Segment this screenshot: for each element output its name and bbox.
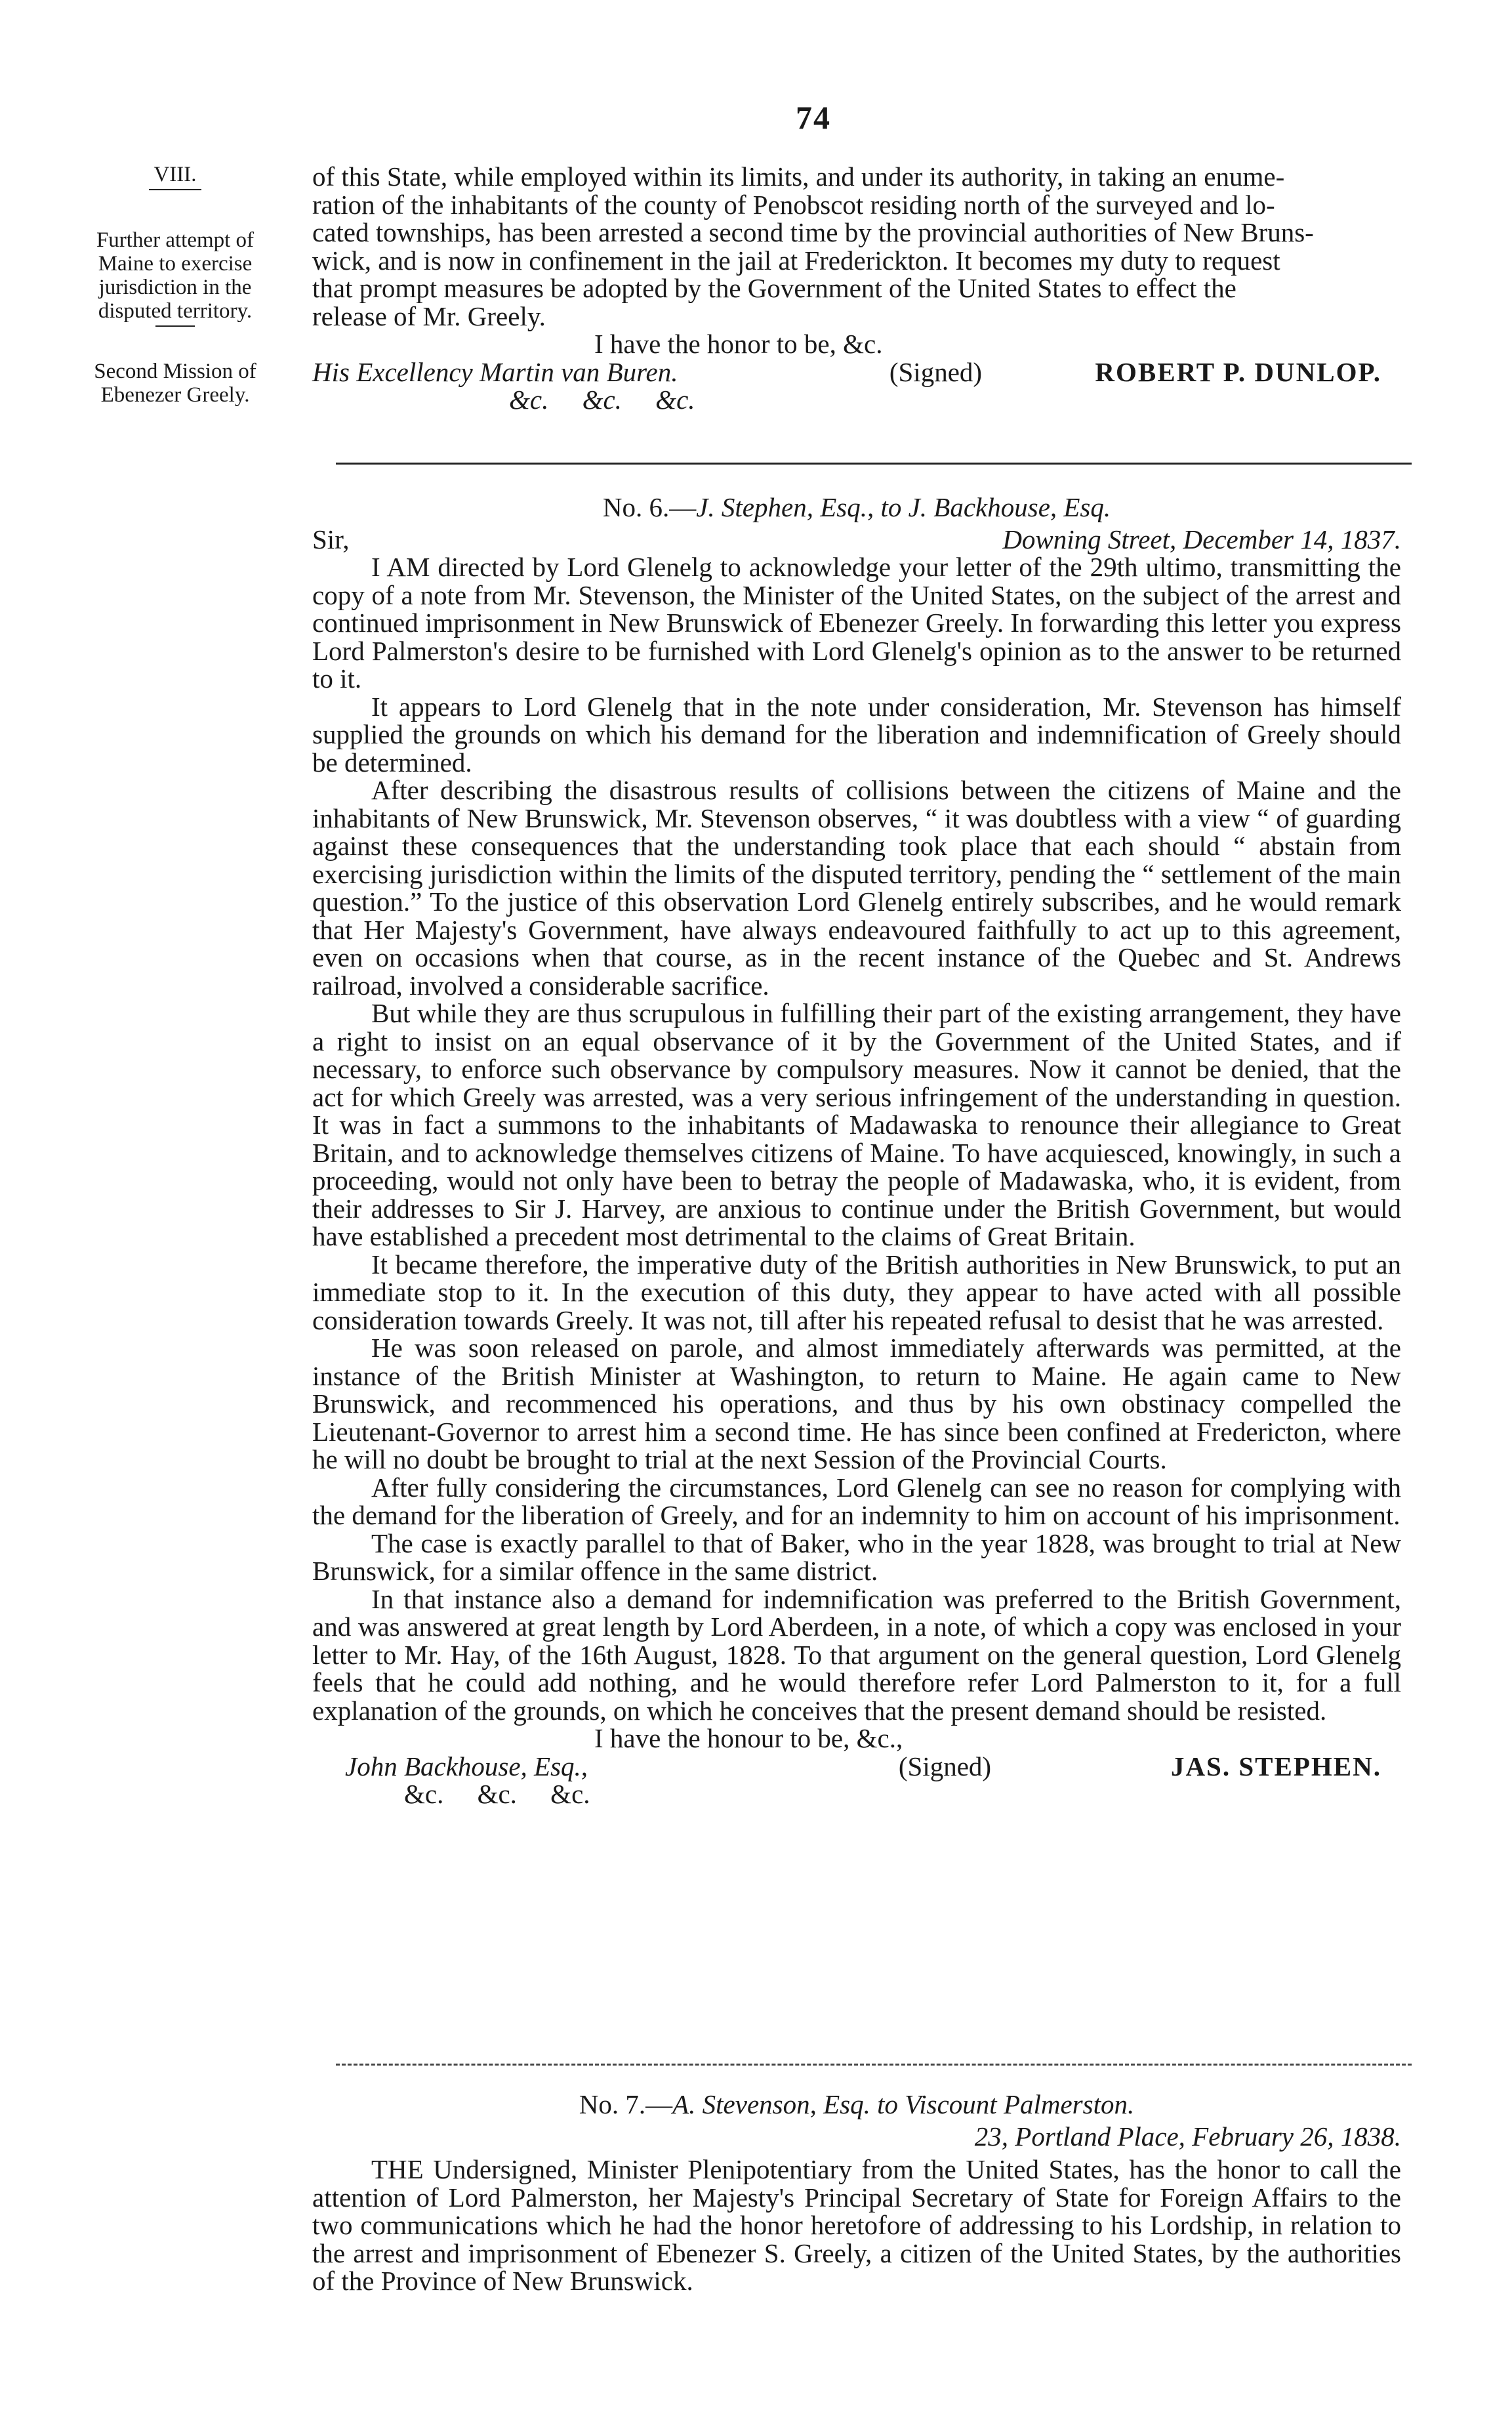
paragraph: He was soon released on parole, and almost immediately afterwards was permitted, at the instance of the British Minister at Washington, to return to Maine. He again came to New Brunswick, and recommenced his operations, and thus by his own obstinacy compelled the Lieutenant-Governor to arrest him a second time. He has since been confined at Fredericton, where he will no doubt be brought to trial at the next Session of the Provincial Courts. [312, 1333, 1401, 1474]
margin-note-line: Further attempt of [96, 228, 255, 252]
signature-row [312, 358, 1401, 386]
section-divider [149, 189, 201, 190]
signatory: JAS. STEPHEN. [1170, 1751, 1381, 1781]
margin-divider [155, 325, 195, 327]
paragraph: The case is exactly parallel to that of Baker, who in the year 1828, was brought to trial at New Brunswick, for a similar offence in the same district. [312, 1528, 1401, 1586]
letter-dunlop [312, 163, 1401, 414]
letter-number: No. 6.— [602, 492, 697, 522]
text-line: release of Mr. Greely. [312, 301, 546, 331]
section-rule [336, 463, 1412, 465]
salutation-row [312, 526, 1401, 554]
letter-heading [312, 493, 1401, 522]
signed-label: (Signed) [898, 1751, 992, 1781]
paragraph: But while they are thus scrupulous in fulfilling their part of the existing arrangement, they have a right to insist on an equal observance of it by the Government of the United States, and if necessary, to enforce such observance by compulsory measures. Now it cannot be denied, that the act for which Greely was arrested, was a very serious infringement of the understanding in question. It was in fact a summons to the inhabitants of Madawaska to renounce their allegiance to Great Britain, and to acknowledge themselves citizens of Maine. To have acquiesced, knowingly, in such a proceeding, would not only have been to betray the people of Madawaska, who, it is evident, from their addresses to Sir J. Harvey, are anxious to continue under the British Government, but would have established a precedent most detrimental to the claims of Great Britain. [312, 998, 1401, 1251]
paragraph: It became therefore, the imperative duty of the British authorities in New Brunswick, to put an immediate stop to it. In the execution of this duty, they appear to have acted with all possible consideration towards Greely. It was not, till after his repeated refusal to desist that he was arrested. [312, 1249, 1401, 1335]
signature-row [312, 1753, 1401, 1781]
paragraph: THE Undersigned, Minister Plenipotentiary from the United States, has the honor to call the attention of Lord Palmerston, her Majesty's Principal Secretary of State for Foreign Affairs to the two communications which he had the honor heretofore of addressing to his Lordship, in relation to the arrest and imprisonment of Ebenezer S. Greely, a citizen of the United States, by the authorities of the Province of New Brunswick. [312, 2154, 1401, 2296]
closing: I have the honor to be, &c. [594, 329, 883, 359]
text-line: that prompt measures be adopted by the Government of the United States to effect the [312, 273, 1236, 303]
text-line: wick, and is now in confinement in the jail at Frederickton. It becomes my duty to request [312, 245, 1280, 276]
letter-title: A. Stevenson, Esq. to Viscount Palmerston. [672, 2089, 1135, 2119]
letter-stevenson [312, 2090, 1401, 2295]
section-number: VIII. [153, 163, 197, 186]
place-date: 23, Portland Place, February 26, 1838. [974, 2121, 1401, 2152]
etc-line: &c. &c. &c. [509, 385, 695, 415]
section-rule-dashed [336, 2064, 1412, 2066]
salutation: Sir, [312, 524, 350, 554]
paragraph: After describing the disastrous results of collisions between the citizens of Maine and the inhabitants of New Brunswick, Mr. Stevenson observes, “ it was doubtless with a view “ of guarding against these consequences that the understanding took place that each should “ abstain from exercising jurisdiction within the limits of the disputed territory, pending the “ settlement of the main question.” To the justice of this observation Lord Glenelg entirely subscribes, and he would remark that Her Majesty's Government, have always endeavoured faithfully to act up to this agreement, even on occasions when that course, as in the recent instance of the Quebec and St. Andrews railroad, involved a considerable sacrifice. [312, 775, 1401, 1001]
signed-label: (Signed) [889, 356, 983, 387]
margin-note-line: disputed territory. [98, 299, 253, 323]
closing: I have the honour to be, &c., [594, 1723, 903, 1753]
margin-note-line: Maine to exercise [98, 252, 253, 276]
addressee: John Backhouse, Esq., [345, 1751, 588, 1781]
paragraph: In that instance also a demand for indemnification was preferred to the British Government, and was answered at great length by Lord Aberdeen, in a note, of which a copy was enclosed in your letter to Mr. Hay, of the 16th August, 1828. To that argument on the general question, Lord Glenelg feels that he could add nothing, and he would therefore refer Lord Palmerston to it, for a full explanation of the grounds, on which he conceives that the present demand should be resisted. [312, 1583, 1401, 1726]
letter-heading [312, 2090, 1401, 2119]
text-line: of this State, while employed within its limits, and under its authority, in taking an enume- [312, 161, 1285, 192]
signatory: ROBERT P. DUNLOP. [1095, 356, 1381, 387]
paragraph: It appears to Lord Glenelg that in the note under consideration, Mr. Stevenson has himself supplied the grounds on which his demand for the liberation and indemnification of Greely should be determined. [312, 691, 1401, 778]
page-number: 74 [796, 99, 831, 136]
margin-section-number [47, 163, 303, 194]
margin-note-line: jurisdiction in the [98, 276, 252, 299]
letter-number: No. 7.— [579, 2089, 673, 2119]
margin-note-line: Ebenezer Greely. [100, 383, 250, 407]
paragraph: I AM directed by Lord Glenelg to acknowledge your letter of the 29th ultimo, transmitting the copy of a note from Mr. Stevenson, the Minister of the United States, on the subject of the arrest and continued imprisonment in New Brunswick of Ebenezer Greely. In forwarding this letter you express Lord Palmerston's desire to be furnished with Lord Glenelg's opinion as to the answer to be returned to it. [312, 552, 1401, 694]
margin-note-second-mission [47, 360, 303, 407]
paragraph: After fully considering the circumstances, Lord Glenelg can see no reason for complying with the demand for the liberation of Greely, and for an indemnity to him on account of his imprisonment. [312, 1472, 1401, 1530]
margin-note-line: Second Mission of [94, 360, 256, 383]
letter-title: J. Stephen, Esq., to J. Backhouse, Esq. [696, 492, 1111, 522]
etc-line: &c. &c. &c. [404, 1779, 590, 1809]
text-line: cated townships, has been arrested a second time by the provincial authorities of New Bruns- [312, 217, 1314, 247]
margin-note-jurisdiction [47, 228, 303, 331]
place-date: Downing Street, December 14, 1837. [1002, 524, 1401, 554]
addressee: His Excellency Martin van Buren. [312, 356, 678, 387]
text-line: ration of the inhabitants of the county of Penobscot residing north of the surveyed and lo- [312, 189, 1275, 220]
letter-stephen [312, 493, 1401, 1808]
